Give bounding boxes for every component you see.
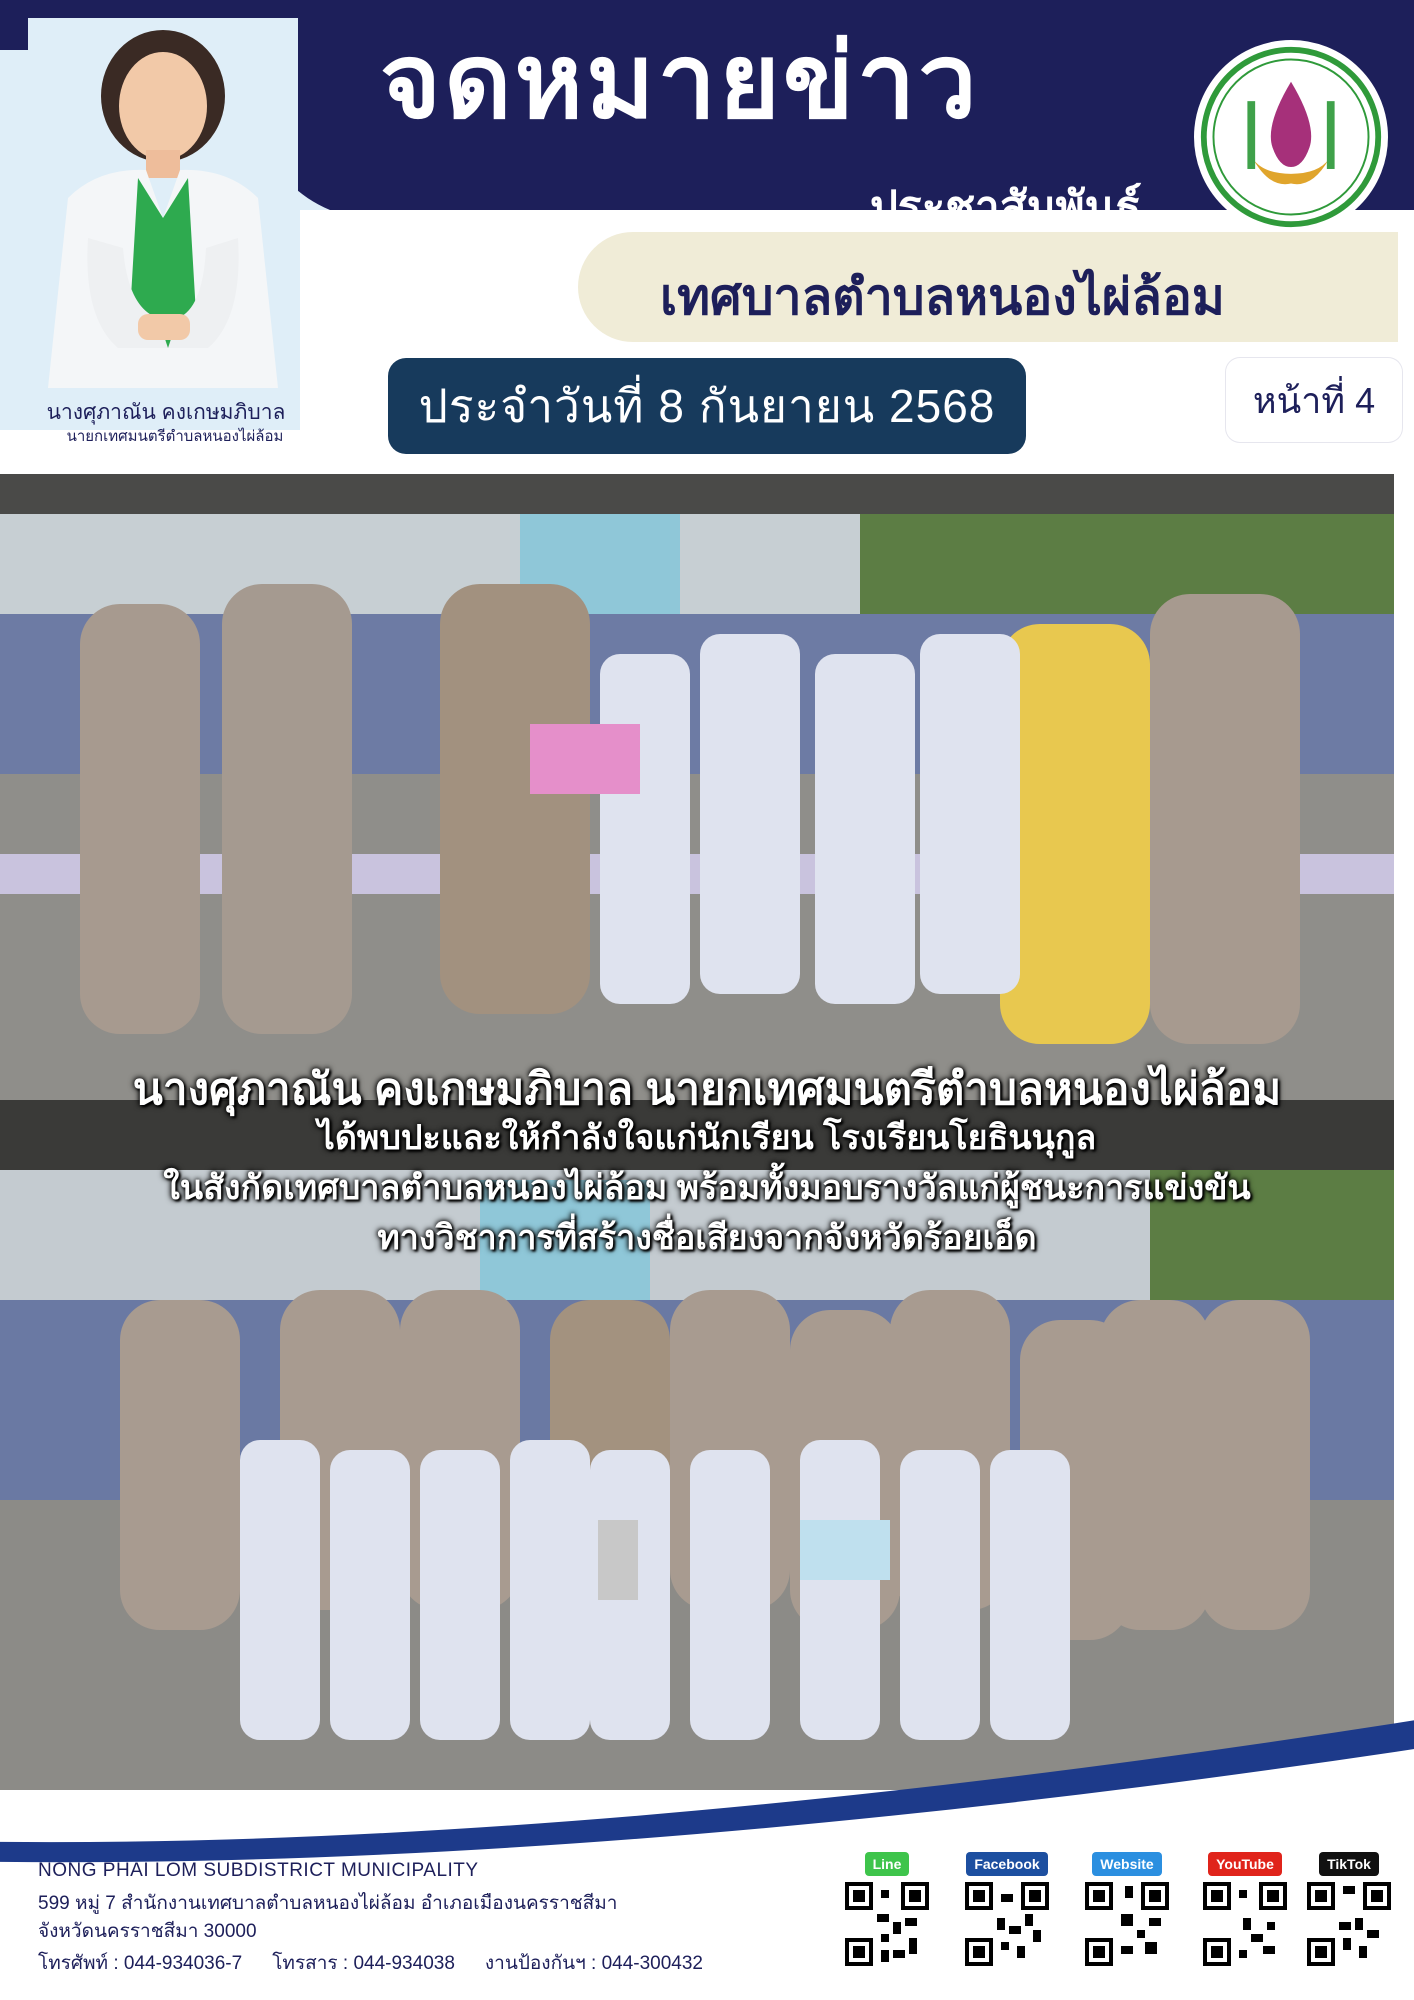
social-facebook[interactable]: [962, 1852, 1052, 1966]
newsletter-subtitle: ประชาสัมพันธ์: [870, 183, 1142, 232]
tiktok-label: TikTok: [1319, 1852, 1379, 1876]
issue-date: ประจำวันที่ 8 กันยายน 2568: [418, 379, 996, 432]
footer-address-line-1: 599 หมู่ 7 สำนักงานเทศบาลตำบลหนองไผ่ล้อม อำเภอเมืองนครราชสีมา: [38, 1893, 618, 1914]
footer-fax: โทรสาร : 044-934038: [272, 1953, 455, 1974]
social-youtube[interactable]: [1200, 1852, 1290, 1966]
website-label: Website: [1092, 1852, 1161, 1876]
social-website[interactable]: [1082, 1852, 1172, 1966]
footer-org-english: NONG PHAI LOM SUBDISTRICT MUNICIPALITY: [38, 1860, 479, 1881]
footer-phone: โทรศัพท์ : 044-934036-7: [38, 1953, 243, 1974]
footer-address-line-2: จังหวัดนครราชสีมา 30000: [38, 1921, 257, 1942]
caption-line-2: ได้พบปะและให้กำลังใจแก่นักเรียน โรงเรียนโยธินนุกูล: [317, 1119, 1097, 1157]
issue-date-box: [388, 358, 1026, 454]
qr-code-icon[interactable]: [965, 1882, 1049, 1966]
qr-code-icon[interactable]: [1307, 1882, 1391, 1966]
social-tiktok[interactable]: [1304, 1852, 1394, 1966]
organization-name: เทศบาลตำบลหนองไผ่ล้อม: [660, 269, 1225, 325]
municipality-logo-icon: [1194, 40, 1388, 234]
line-label: Line: [865, 1852, 910, 1876]
facebook-label: Facebook: [966, 1852, 1047, 1876]
qr-code-icon[interactable]: [1203, 1882, 1287, 1966]
mayor-portrait: [28, 18, 298, 388]
newsletter-title: จดหมายข่าว: [380, 24, 980, 140]
mayor-name: นางศุภาณัน คงเกษมภิบาล: [46, 401, 286, 424]
footer-prevention-phone: งานป้องกันฯ : 044-300432: [484, 1953, 704, 1974]
qr-code-icon[interactable]: [1085, 1882, 1169, 1966]
qr-code-icon[interactable]: [845, 1882, 929, 1966]
caption-line-1: นางศุภาณัน คงเกษมภิบาล นายกเทศมนตรีตำบลหนองไผ่ล้อม: [132, 1065, 1282, 1114]
page-number: หน้าที่ 4: [1252, 379, 1376, 421]
page-number-box: [1226, 358, 1402, 442]
footer-contacts: [38, 1948, 703, 1978]
event-photo-1: [0, 474, 1394, 1104]
caption-line-3: ในสังกัดเทศบาลตำบลหนองไผ่ล้อม พร้อมทั้งมอบรางวัลแก่ผู้ชนะการแข่งขัน: [163, 1169, 1251, 1207]
mayor-title: นายกเทศมนตรีตำบลหนองไผ่ล้อม: [66, 428, 284, 445]
social-line[interactable]: [842, 1852, 932, 1966]
youtube-label: YouTube: [1208, 1852, 1282, 1876]
caption-line-4: ทางวิชาการที่สร้างชื่อเสียงจากจังหวัดร้อยเอ็ด: [377, 1219, 1037, 1257]
